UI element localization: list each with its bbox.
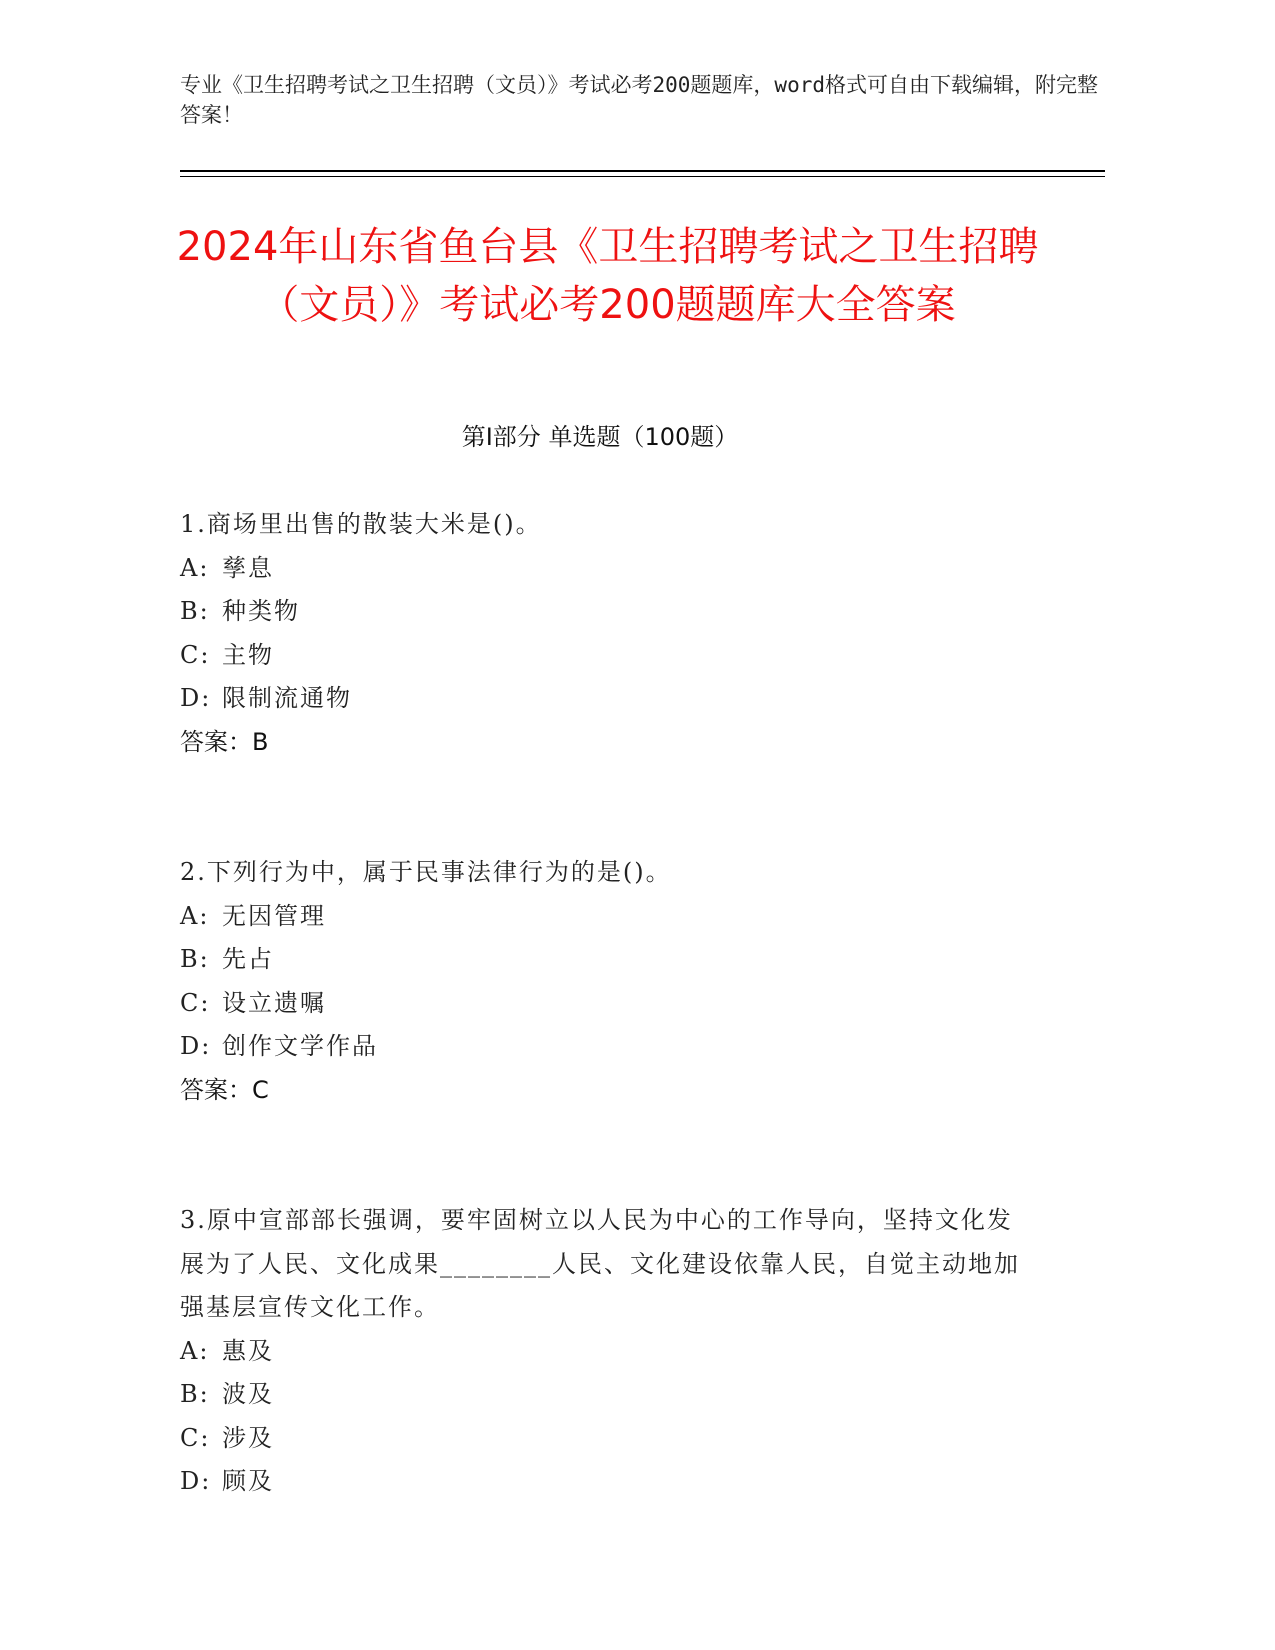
option-b <box>180 590 1020 634</box>
option-text: 顾及 <box>222 1467 274 1495</box>
header-rule-thick <box>180 170 1105 172</box>
option-key: A: <box>180 1336 210 1365</box>
option-b <box>180 1373 1020 1417</box>
option-key: C: <box>180 988 211 1017</box>
option-key: D: <box>180 1032 212 1060</box>
option-text: 无因管理 <box>222 901 326 930</box>
option-key: C: <box>180 1423 211 1452</box>
option-text: 孳息 <box>222 553 274 582</box>
option-text: 涉及 <box>222 1423 274 1452</box>
option-text: 主物 <box>222 640 274 669</box>
question-list <box>180 503 1020 1504</box>
option-d <box>180 1025 1020 1069</box>
question-3 <box>180 1199 1020 1504</box>
option-text: 惠及 <box>222 1336 274 1365</box>
option-key: D: <box>180 1467 212 1495</box>
answer-line: 答案：C <box>180 1075 269 1104</box>
option-a <box>180 547 1020 591</box>
option-d <box>180 677 1020 721</box>
option-c <box>180 634 1020 678</box>
question-stem: 3.原中宣部部长强调，要牢固树立以人民为中心的工作导向，坚持文化发展为了人民、文化成果________人民、文化建设依靠人民，自觉主动地加强基层宣传文化工作。 <box>180 1206 1020 1321</box>
option-text: 种类物 <box>222 597 300 625</box>
question-stem: 1.商场里出售的散装大米是()。 <box>180 510 542 538</box>
option-text: 先占 <box>222 945 274 973</box>
option-a <box>180 1330 1020 1374</box>
option-text: 创作文学作品 <box>222 1032 378 1060</box>
option-key: C: <box>180 640 211 669</box>
option-key: D: <box>180 684 212 712</box>
answer-line: 答案：B <box>180 727 269 756</box>
option-key: B: <box>180 945 210 973</box>
question-1 <box>180 503 1020 764</box>
option-c <box>180 982 1020 1026</box>
option-d <box>180 1460 1020 1504</box>
question-2 <box>180 851 1020 1112</box>
option-text: 限制流通物 <box>222 684 352 712</box>
document-title: 2024年山东省鱼台县《卫生招聘考试之卫生招聘（文员）》考试必考200题题库大全答案 <box>176 224 1039 328</box>
option-key: A: <box>180 901 210 930</box>
option-key: B: <box>180 597 210 625</box>
option-text: 设立遗嘱 <box>222 988 326 1017</box>
option-key: A: <box>180 553 210 582</box>
option-c <box>180 1417 1020 1461</box>
header-note: 专业《卫生招聘考试之卫生招聘（文员）》考试必考200题题库，word格式可自由下载编辑，附完整答案！ <box>180 73 1098 127</box>
option-key: B: <box>180 1380 210 1408</box>
question-stem: 2.下列行为中，属于民事法律行为的是()。 <box>180 858 672 886</box>
option-text: 波及 <box>222 1380 274 1408</box>
header-rule-thin <box>180 176 1105 177</box>
section-heading: 第Ⅰ部分 单选题（100题） <box>461 423 739 451</box>
option-b <box>180 938 1020 982</box>
option-a <box>180 895 1020 939</box>
